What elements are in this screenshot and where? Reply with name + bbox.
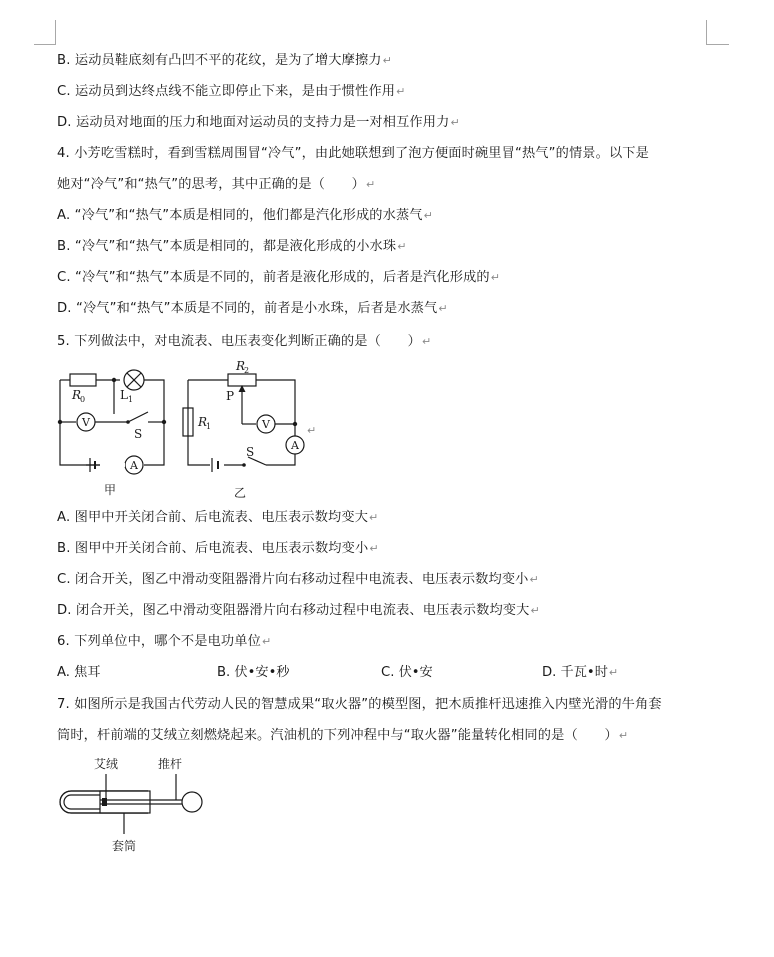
switch-jia-symbol bbox=[128, 412, 148, 422]
q4-option-a: A. “冷气”和“热气”本质是相同的，他们都是汽化形成的水蒸气↵ bbox=[57, 208, 434, 223]
moxa-tinder-symbol bbox=[102, 798, 107, 806]
q6-stem: 6. 下列单位中，哪个不是电功单位↵ bbox=[57, 634, 272, 649]
lamp-l1-subscript: 1 bbox=[128, 395, 134, 404]
switch-jia-label: S bbox=[134, 427, 143, 441]
q6-option-c: C. 伏•安 bbox=[381, 665, 433, 680]
rheostat-r2-subscript: 2 bbox=[244, 366, 250, 375]
q5-option-d: D. 闭合开关，图乙中滑动变阻器滑片向右移动过程中电流表、电压表示数均变大↵ bbox=[57, 603, 540, 618]
paragraph-mark: ↵ bbox=[618, 729, 629, 742]
resistor-r1-label: R bbox=[198, 415, 208, 429]
paragraph-mark: ↵ bbox=[490, 271, 501, 284]
resistor-r1-subscript: 1 bbox=[206, 422, 212, 431]
paragraph-mark: ↵ bbox=[422, 335, 432, 348]
resistor-r0-label: R bbox=[72, 388, 82, 402]
moxa-label: 艾绒 bbox=[93, 757, 119, 771]
paragraph-mark: ↵ bbox=[366, 178, 376, 191]
q3-option-c: C. 运动员到达终点线不能立即停止下来，是由于惯性作用↵ bbox=[57, 84, 406, 99]
paragraph-mark: ↵ bbox=[261, 635, 272, 648]
q7-stem-line1: 7. 如图所示是我国古代劳动人民的智慧成果“取火器”的模型图，把木质推杆迅速推入内壁光滑的牛角套 bbox=[57, 697, 662, 712]
fire-piston-diagram bbox=[52, 752, 222, 860]
q4-option-d: D. “冷气”和“热气”本质是不同的，前者是小水珠，后者是水蒸气↵ bbox=[57, 301, 448, 316]
paragraph-mark: ↵ bbox=[307, 424, 317, 437]
rheostat-r2-symbol bbox=[228, 374, 256, 386]
q5-option-a: A. 图甲中开关闭合前、后电流表、电压表示数均变大↵ bbox=[57, 510, 379, 525]
paragraph-mark: ↵ bbox=[369, 542, 379, 555]
voltmeter-yi-label: V bbox=[262, 418, 270, 431]
ammeter-yi-label: A bbox=[291, 439, 299, 452]
q6-option-b: B. 伏•安•秒 bbox=[217, 665, 290, 680]
paragraph-mark: ↵ bbox=[397, 240, 407, 253]
paragraph-mark: ↵ bbox=[369, 511, 379, 524]
q4-option-c: C. “冷气”和“热气”本质是不同的，前者是液化形成的，后者是汽化形成的↵ bbox=[57, 270, 501, 285]
switch-yi-label: S bbox=[246, 445, 255, 459]
q3-option-d: D. 运动员对地面的压力和地面对运动员的支持力是一对相互作用力↵ bbox=[57, 115, 460, 130]
crop-mark-top-right bbox=[706, 20, 729, 45]
paragraph-mark: ↵ bbox=[529, 573, 539, 586]
resistor-r0-subscript: 0 bbox=[80, 395, 86, 404]
q5-option-c: C. 闭合开关，图乙中滑动变阻器滑片向右移动过程中电流表、电压表示数均变小↵ bbox=[57, 572, 539, 587]
paragraph-mark: ↵ bbox=[396, 85, 406, 98]
paragraph-mark: ↵ bbox=[438, 302, 448, 315]
lamp-l1-label: L bbox=[120, 388, 128, 402]
circuit-yi-caption: 乙 bbox=[233, 486, 247, 500]
slider-p-label: P bbox=[226, 389, 235, 403]
circuit-diagram-yi bbox=[178, 356, 318, 502]
q3-option-b: B. 运动员鞋底刻有凸凹不平的花纹，是为了增大摩擦力↵ bbox=[57, 53, 393, 68]
rheostat-r2-label: R bbox=[236, 359, 246, 373]
voltmeter-jia-label: V bbox=[82, 416, 90, 429]
paragraph-mark: ↵ bbox=[608, 666, 619, 679]
q6-option-a: A. 焦耳 bbox=[57, 665, 101, 680]
q7-stem-line2: 筒时，杆前端的艾绒立刻燃烧起来。汽油机的下列冲程中与“取火器”能量转化相同的是（ ）↵ bbox=[57, 728, 629, 743]
rod-handle-symbol bbox=[182, 792, 202, 812]
sleeve-tube-symbol bbox=[100, 791, 150, 813]
ammeter-jia-label: A bbox=[130, 459, 138, 472]
q4-stem-line2: 她对“冷气”和“热气”的思考，其中正确的是（ ）↵ bbox=[57, 177, 376, 192]
circuit-diagram-jia bbox=[52, 362, 182, 502]
crop-mark-top-left bbox=[34, 20, 56, 45]
sleeve-label: 套筒 bbox=[111, 839, 137, 853]
push-rod-label: 推杆 bbox=[157, 757, 183, 771]
paragraph-mark: ↵ bbox=[382, 54, 393, 67]
q6-option-d: D. 千瓦•时↵ bbox=[542, 665, 619, 680]
q4-stem-line1: 4. 小芳吃雪糕时，看到雪糕周围冒“冷气”，由此她联想到了泡方便面时碗里冒“热气”的情景。以下是 bbox=[57, 146, 649, 161]
paragraph-mark: ↵ bbox=[530, 604, 540, 617]
q5-stem: 5. 下列做法中，对电流表、电压表变化判断正确的是（ ）↵ bbox=[57, 334, 432, 349]
q4-option-b: B. “冷气”和“热气”本质是相同的，都是液化形成的小水珠↵ bbox=[57, 239, 407, 254]
resistor-r0-symbol bbox=[70, 374, 96, 386]
q5-option-b: B. 图甲中开关闭合前、后电流表、电压表示数均变小↵ bbox=[57, 541, 379, 556]
circuit-jia-caption: 甲 bbox=[103, 483, 117, 497]
paragraph-mark: ↵ bbox=[423, 209, 434, 222]
paragraph-mark: ↵ bbox=[450, 116, 460, 129]
